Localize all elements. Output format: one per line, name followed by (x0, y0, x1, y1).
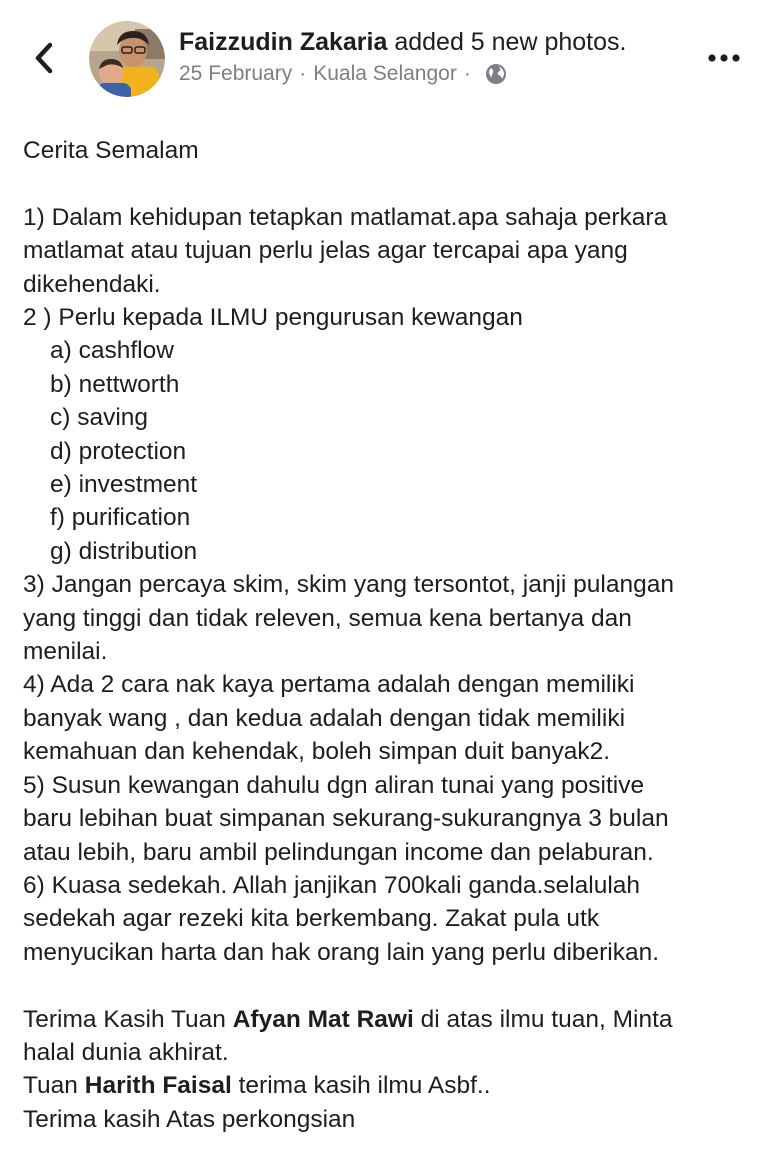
author-line (179, 27, 626, 57)
subitem-d: d) protection (50, 437, 187, 465)
item-1-line-1: 1) Dalam kehidupan tetapkan matlamat.apa sahaja perkara (23, 203, 668, 231)
post-title: Cerita Semalam (23, 137, 199, 164)
item-1-line-2: matlamat atau tujuan perlu jelas agar tercapai apa yang (23, 237, 628, 265)
subitem-a: a) cashflow (50, 337, 174, 365)
globe-icon (485, 63, 507, 85)
author-name-link[interactable]: Faizzudin Zakaria (179, 28, 388, 56)
thanks-line-4: Terima kasih Atas perkongsian (23, 1105, 356, 1133)
item-4-line-2: banyak wang , dan kedua adalah dengan tidak memiliki (23, 704, 626, 732)
post-header (0, 0, 768, 110)
item-3-line-3: menilai. (23, 638, 108, 666)
item-3-line-2: yang tinggi dan tidak releven, semua kena bertanya dan (23, 604, 632, 632)
item-5-line-1: 5) Susun kewangan dahulu dgn aliran tunai yang positive (23, 771, 645, 799)
item-5-line-2: baru lebihan buat simpanan sekurang-sukurangnya 3 bulan (23, 805, 669, 833)
subitem-b: b) nettworth (50, 370, 180, 398)
more-horizontal-icon (707, 53, 741, 63)
item-6-line-2: sedekah agar rezeki kita berkembang. Zakat pula utk (23, 905, 600, 933)
subitem-e: e) investment (50, 471, 198, 499)
action-text: added 5 new photos. (387, 28, 627, 56)
item-5-line-3: atau lebih, baru ambil pelindungan income dan pelaburan. (23, 838, 654, 866)
item-6-line-3: menyucikan harta dan hak orang lain yang perlu diberikan. (23, 938, 660, 966)
post-meta (179, 60, 507, 88)
thanks-line-3: Tuan Harith Faisal terima kasih ilmu Asbf.. (23, 1072, 491, 1100)
thanks-line-1: Terima Kasih Tuan Afyan Mat Rawi di atas ilmu tuan, Minta (23, 1005, 673, 1033)
subitem-g: g) distribution (50, 537, 198, 565)
item-2: 2 ) Perlu kepada ILMU pengurusan kewangan (23, 304, 523, 332)
meta-separator-2: · (463, 62, 471, 85)
item-4-line-1: 4) Ada 2 cara nak kaya pertama adalah dengan memiliki (23, 671, 635, 699)
avatar-photo (89, 21, 165, 97)
mention-harith[interactable]: Harith Faisal (84, 1072, 232, 1100)
chevron-left-icon (33, 41, 55, 75)
mention-afyan[interactable]: Afyan Mat Rawi (232, 1005, 414, 1033)
avatar[interactable] (89, 21, 165, 97)
post-date[interactable]: 25 February (179, 62, 293, 85)
item-6-line-1: 6) Kuasa sedekah. Allah janjikan 700kali ganda.selalulah (23, 871, 641, 899)
thanks-line-2: halal dunia akhirat. (23, 1038, 229, 1066)
subitem-c: c) saving (50, 404, 149, 432)
post-location[interactable]: Kuala Selangor (313, 62, 457, 85)
post-body (23, 134, 753, 1136)
item-1-line-3: dikehendaki. (23, 270, 161, 298)
back-button[interactable] (26, 38, 62, 78)
item-4-line-3: kemahuan dan kehendak, boleh simpan duit banyak2. (23, 738, 611, 766)
item-3-line-1: 3) Jangan percaya skim, skim yang tersontot, janji pulangan (23, 571, 674, 599)
more-options-button[interactable] (700, 44, 748, 72)
meta-separator: · (299, 62, 307, 85)
subitem-f: f) purification (50, 504, 191, 532)
